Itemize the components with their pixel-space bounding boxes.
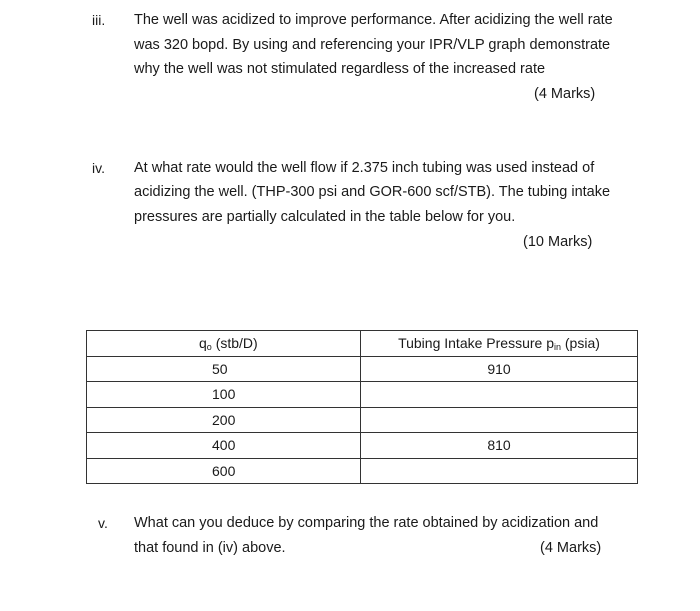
header-rate bbox=[87, 331, 361, 357]
rate-cell: 200 bbox=[87, 407, 361, 433]
pressure-cell bbox=[361, 407, 638, 433]
table-row bbox=[87, 458, 638, 484]
table-row bbox=[87, 382, 638, 408]
table-header-row bbox=[87, 331, 638, 357]
question-v-line-1: What can you deduce by comparing the rate obtained by acidization and bbox=[134, 515, 599, 531]
question-iii-line-2: was 320 bopd. By using and referencing your IPR/VLP graph demonstrate bbox=[134, 37, 611, 53]
question-iii-marks: (4 Marks) bbox=[534, 86, 596, 102]
question-iii-line-1: The well was acidized to improve performance. After acidizing the well rate bbox=[134, 12, 613, 28]
pressure-cell bbox=[361, 458, 638, 484]
question-iv-line-1: At what rate would the well flow if 2.375 inch tubing was used instead of bbox=[134, 160, 595, 176]
question-v-numeral: v. bbox=[98, 515, 108, 531]
question-iv-line-3: pressures are partially calculated in the table below for you. bbox=[134, 209, 516, 225]
pressure-cell: 810 bbox=[361, 433, 638, 459]
header-rate-unit: (stb/D) bbox=[211, 334, 258, 351]
question-iv-marks: (10 Marks) bbox=[523, 234, 593, 250]
question-iv-numeral: iv. bbox=[92, 160, 105, 176]
table-row bbox=[87, 407, 638, 433]
tubing-intake-table bbox=[86, 330, 638, 484]
table-row bbox=[87, 356, 638, 382]
question-iv-line-2: acidizing the well. (THP-300 psi and GOR-600 scf/STB). The tubing intake bbox=[134, 184, 611, 200]
rate-cell: 600 bbox=[87, 458, 361, 484]
question-iii-numeral: iii. bbox=[92, 12, 106, 28]
pressure-cell bbox=[361, 382, 638, 408]
table-row bbox=[87, 433, 638, 459]
rate-cell: 50 bbox=[87, 356, 361, 382]
rate-cell: 400 bbox=[87, 433, 361, 459]
header-rate-main: q bbox=[199, 334, 207, 351]
question-iii-line-3: why the well was not stimulated regardless of the increased rate bbox=[134, 61, 546, 77]
header-pressure-unit: (psia) bbox=[561, 334, 600, 351]
pressure-cell: 910 bbox=[361, 356, 638, 382]
question-v-marks: (4 Marks) bbox=[540, 540, 602, 556]
header-pressure-main: Tubing Intake Pressure p bbox=[398, 334, 554, 351]
question-v-line-2: that found in (iv) above. bbox=[134, 540, 286, 556]
header-pressure-sub: in bbox=[553, 341, 561, 352]
header-rate-sub: o bbox=[206, 341, 212, 352]
rate-cell: 100 bbox=[87, 382, 361, 408]
header-pressure bbox=[361, 331, 638, 357]
